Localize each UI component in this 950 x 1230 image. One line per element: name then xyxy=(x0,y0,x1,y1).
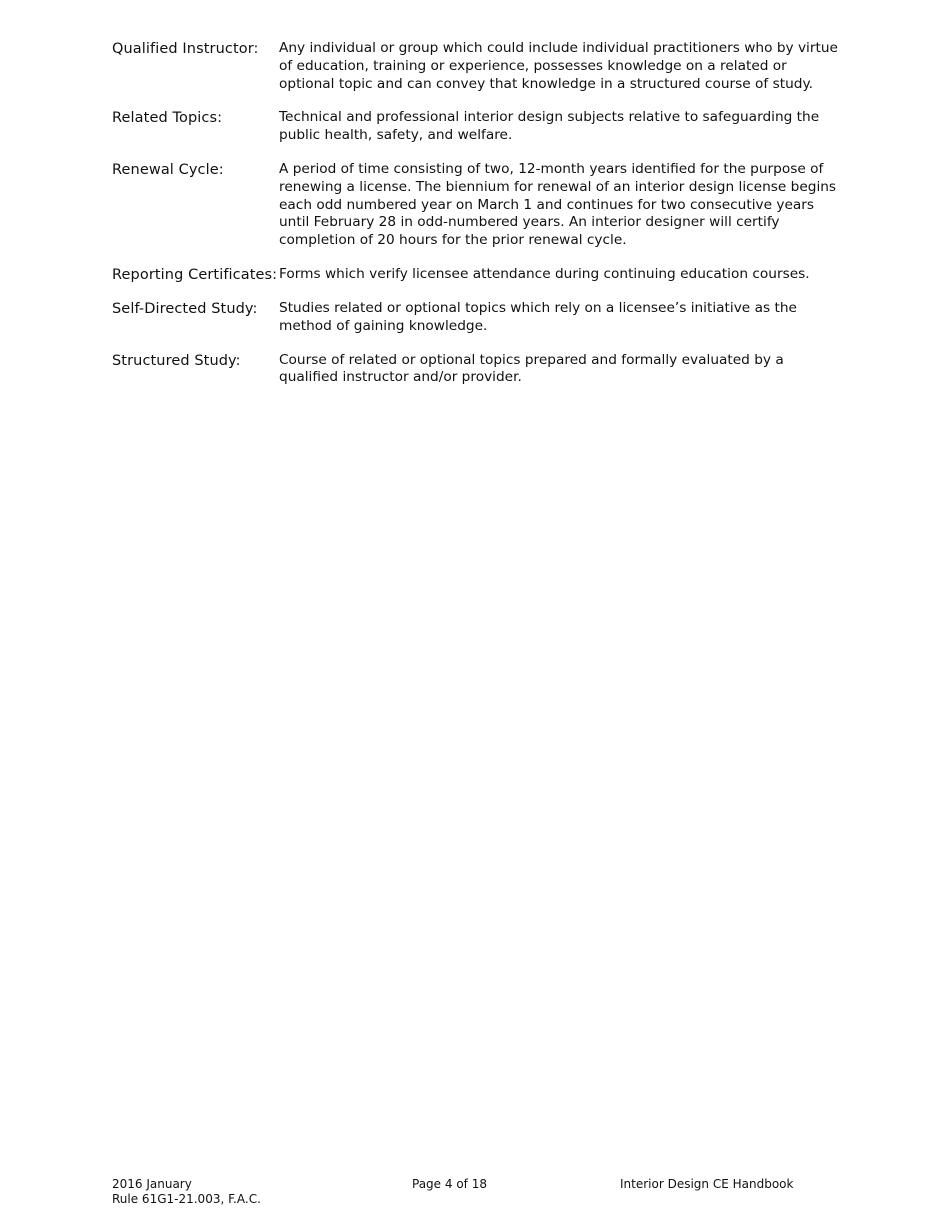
definition-term: Renewal Cycle: xyxy=(112,161,224,178)
definition-renewal-cycle xyxy=(112,161,842,250)
definition-term: Reporting Certificates: xyxy=(112,266,278,283)
footer-left xyxy=(112,1177,261,1207)
definition-description: Studies related or optional topics which rely on a licensee’s initiative as the method of gaining knowledge. xyxy=(279,299,797,334)
definition-description: Course of related or optional topics prepared and formally evaluated by a qualified instructor and/or provider. xyxy=(279,351,784,386)
definition-description: Any individual or group which could include individual practitioners who by virtue of education, training or experience, possesses knowledge on a related or optional topic and can convey that knowledge in a structured course of study. xyxy=(279,40,838,92)
definition-structured-study xyxy=(112,352,842,388)
footer-handbook-title: Interior Design CE Handbook xyxy=(620,1177,794,1191)
definition-qualified-instructor xyxy=(112,40,842,93)
definition-description: A period of time consisting of two, 12-month years identified for the purpose of renewing a license. The biennium for renewal of an interior design license begins each odd numbered year on March 1 and continues for two consecutive years until February 28 in odd-numbered years. An interior designer will certify completion of 20 hours for the prior renewal cycle. xyxy=(279,160,837,249)
definition-term: Self-Directed Study: xyxy=(112,300,258,317)
definition-description: Forms which verify licensee attendance during continuing education courses. xyxy=(279,265,810,282)
footer-date: 2016 January xyxy=(112,1177,192,1191)
definition-related-topics xyxy=(112,109,842,145)
definition-term: Related Topics: xyxy=(112,110,223,127)
definition-term: Qualified Instructor: xyxy=(112,41,259,57)
footer-rule: Rule 61G1-21.003, F.A.C. xyxy=(112,1192,261,1206)
definition-reporting-certificates xyxy=(112,266,842,284)
definitions-list xyxy=(112,40,842,403)
definition-self-directed-study xyxy=(112,300,842,336)
definition-description: Technical and professional interior design subjects relative to safeguarding the public health, safety, and welfare. xyxy=(279,109,820,144)
footer-page-number: Page 4 of 18 xyxy=(412,1177,487,1191)
definition-term: Structured Study: xyxy=(112,352,241,369)
